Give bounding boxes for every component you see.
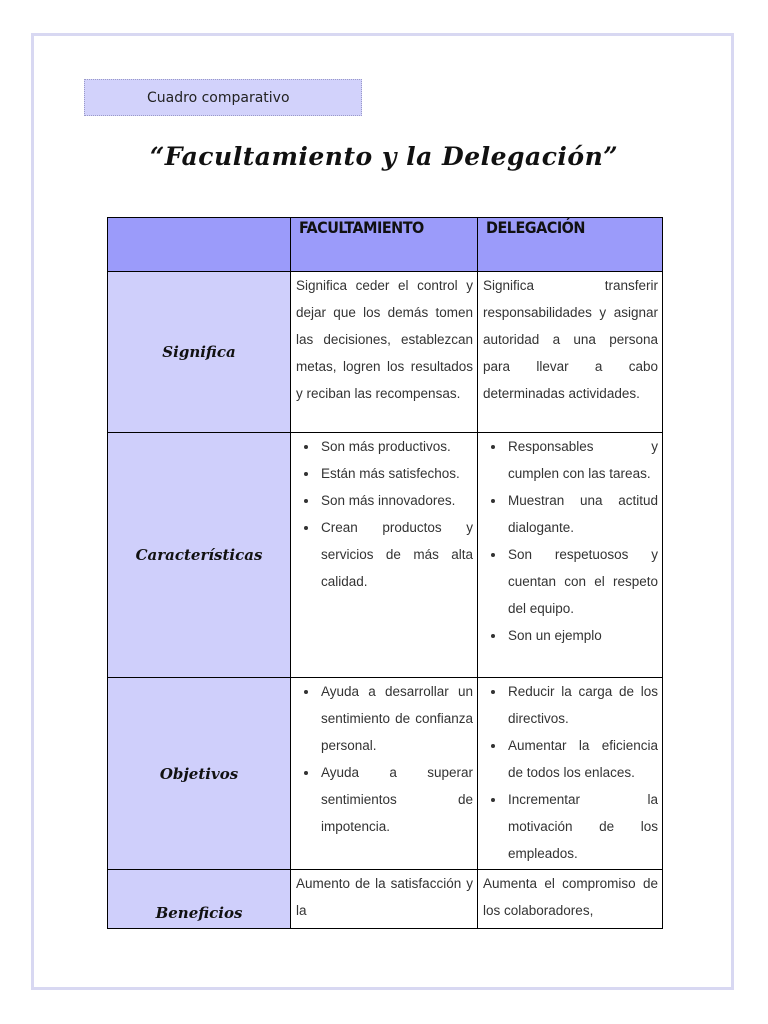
header-facultamiento bbox=[291, 218, 478, 272]
list-item: • Aumentar la eficiencia de todos los enlaces. bbox=[506, 732, 658, 786]
cell-delegacion bbox=[478, 678, 663, 870]
cell-text: Aumento de la satisfacción y la bbox=[296, 876, 473, 918]
row-label-significa: Significa bbox=[108, 272, 291, 433]
table-row bbox=[108, 272, 663, 433]
cell-text: Significa ceder el control y dejar que los demás tomen las decisiones, establezcan metas, logren los resultados y reciban las recompensas. bbox=[296, 278, 473, 401]
document-tag bbox=[84, 79, 362, 116]
list-item: • Incrementar la motivación de los empleados. bbox=[506, 786, 658, 867]
cell-text: Aumenta el compromiso de los colaboradores, bbox=[483, 876, 658, 918]
row-label-objetivos: Objetivos bbox=[108, 678, 291, 870]
cell-delegacion bbox=[478, 870, 663, 929]
list-item: • Son respetuosos y cuentan con el respeto del equipo. bbox=[506, 541, 658, 622]
bullet-list bbox=[478, 678, 662, 867]
cell-text: Significa transferir responsabilidades y asignar autoridad a una persona para llevar a cabo determinadas actividades. bbox=[483, 278, 658, 401]
list-item: • Son más productivos. bbox=[319, 433, 473, 460]
comparison-table bbox=[107, 217, 663, 929]
row-label-beneficios: Beneficios bbox=[108, 870, 291, 929]
list-item: • Son más innovadores. bbox=[319, 487, 473, 514]
header-empty-cell bbox=[108, 218, 291, 272]
header-delegacion bbox=[478, 218, 663, 272]
table-row bbox=[108, 433, 663, 678]
list-item: • Responsables y cumplen con las tareas. bbox=[506, 433, 658, 487]
table-row bbox=[108, 870, 663, 929]
document-tag-label: Cuadro comparativo bbox=[147, 90, 290, 106]
cell-facultamiento bbox=[291, 272, 478, 433]
cell-delegacion bbox=[478, 433, 663, 678]
header-facultamiento-label: FACULTAMIENTO bbox=[299, 218, 424, 237]
page-title: “Facultamiento y la Delegación” bbox=[149, 142, 619, 171]
cell-delegacion bbox=[478, 272, 663, 433]
list-item: • Son un ejemplo bbox=[506, 622, 658, 649]
list-item: • Muestran una actitud dialogante. bbox=[506, 487, 658, 541]
table-row bbox=[108, 678, 663, 870]
list-item: • Reducir la carga de los directivos. bbox=[506, 678, 658, 732]
list-item: • Ayuda a desarrollar un sentimiento de confianza personal. bbox=[319, 678, 473, 759]
table-header-row bbox=[108, 218, 663, 272]
cell-facultamiento bbox=[291, 870, 478, 929]
header-delegacion-label: DELEGACIÓN bbox=[486, 218, 585, 237]
bullet-list bbox=[291, 678, 477, 840]
cell-facultamiento bbox=[291, 678, 478, 870]
list-item: • Crean productos y servicios de más alta calidad. bbox=[319, 514, 473, 595]
row-label-caracteristicas: Características bbox=[108, 433, 291, 678]
cell-facultamiento bbox=[291, 433, 478, 678]
bullet-list bbox=[478, 433, 662, 649]
bullet-list bbox=[291, 433, 477, 595]
list-item: • Ayuda a superar sentimientos de impotencia. bbox=[319, 759, 473, 840]
list-item: • Están más satisfechos. bbox=[319, 460, 473, 487]
